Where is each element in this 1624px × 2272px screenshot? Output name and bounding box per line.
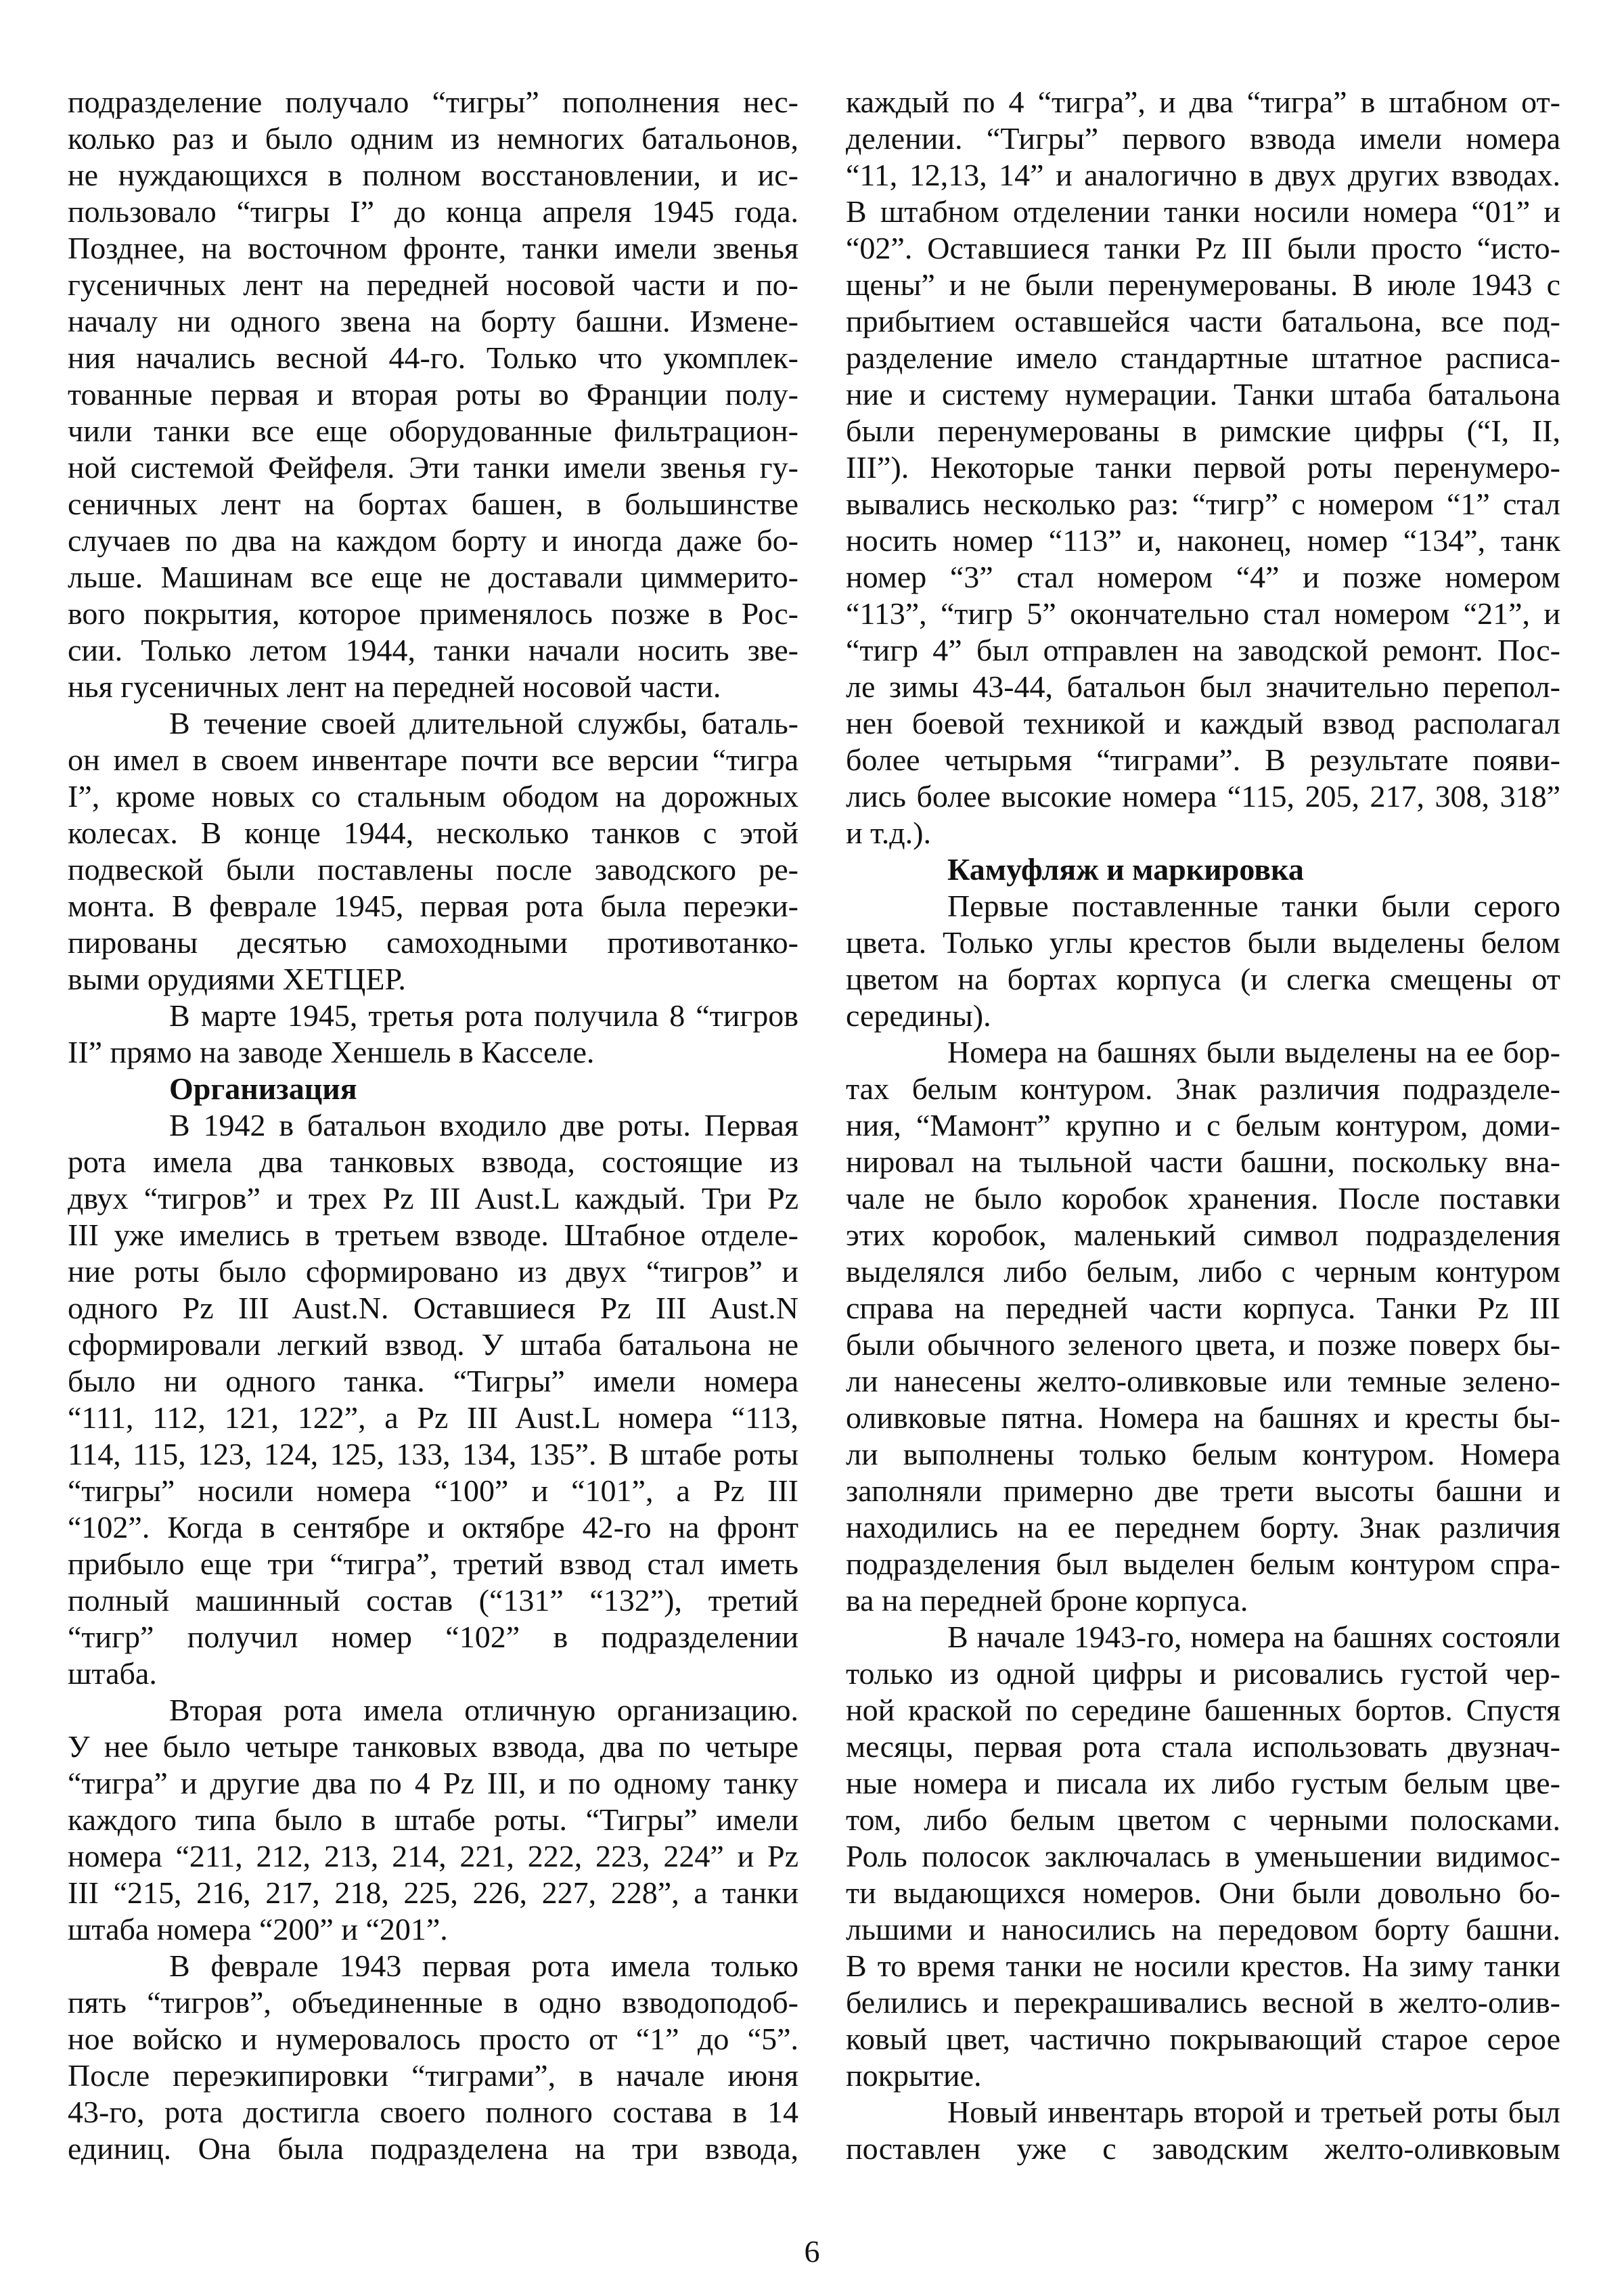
text-line [68,1948,798,1984]
text-line-content: разделение имело стандартные штатное расписа- [846,340,1560,375]
text-line-content: ние роты было сформировано из двух “тигров” и [68,1254,798,1289]
text-line-content: чале не было коробок хранения. После поставки [846,1181,1560,1216]
paragraph [846,888,1560,1034]
text-line-content: льше. Машинам все еще не доставали циммерито- [68,560,798,594]
right-column [846,84,1560,2167]
text-line [68,1619,798,1655]
text-line [846,1290,1560,1327]
text-line [68,1729,798,1765]
text-line [68,1655,798,1692]
paragraph [68,1948,798,2167]
text-line-content: ной системой Фейфеля. Эти танки имели звенья гу- [68,450,798,485]
text-line [68,1363,798,1400]
text-line-content: 43-го, рота достигла своего полного состава в 14 [68,2095,798,2129]
text-line [846,998,1560,1034]
text-line [846,1253,1560,1290]
text-line-content: не нуждающихся в полном восстановлении, и ис- [68,158,798,192]
text-line [846,1875,1560,1911]
text-line [846,1692,1560,1729]
left-column [68,84,798,2167]
text-line [68,596,798,632]
text-line [846,815,1560,851]
text-line [846,888,1560,925]
text-line [846,596,1560,632]
text-line [68,449,798,486]
text-line [846,705,1560,742]
text-line [846,1400,1560,1436]
paragraph [846,1619,1560,2094]
text-line-content: нья гусеничных лент на передней носовой части. [68,669,721,704]
text-line-content: тованные первая и вторая роты во Франции полу- [68,377,798,411]
text-line [846,486,1560,522]
text-line [846,1765,1560,1802]
text-line [846,376,1560,413]
text-line [68,1802,798,1838]
text-line-content: В штабном отделении танки носили номера “01” и [846,194,1560,229]
text-line [68,1436,798,1473]
text-line-content: началу ни одного звена на борту башни. Измене- [68,304,798,338]
text-line [68,632,798,669]
text-line-content: В течение своей длительной службы, баталь- [169,706,798,740]
text-line [846,2131,1560,2167]
text-line-content: “тигр” получил номер “102” в подразделении [68,1620,798,1654]
text-line [68,486,798,522]
text-line-content: вого покрытия, которое применялось позже в Рос- [68,596,798,631]
text-line-content: колько раз и было одним из немногих батальонов, [68,121,798,156]
text-line [68,194,798,230]
text-line-content: гусеничных лент на передней носовой части и по- [68,267,798,302]
text-line [68,669,798,705]
text-line [68,1984,798,2021]
text-line-content: Номера на башнях были выделены на ее бор- [947,1035,1560,1069]
text-line-content: более четырьмя “тиграми”. В результате появи- [846,742,1560,777]
text-line-content: “113”, “тигр 5” окончательно стал номером “21”, и [846,596,1560,631]
text-line-content: ковый цвет, частично покрывающий старое серое [846,2022,1560,2056]
text-line [68,1509,798,1546]
text-line [846,1802,1560,1838]
text-line-content: ва на передней броне корпуса. [846,1583,1248,1618]
text-line-content: чили танки все еще оборудованные фильтрацион- [68,414,798,448]
text-line [846,267,1560,303]
text-line-content: делении. “Тигры” первого взвода имели номера [846,121,1560,156]
text-line-content: пять “тигров”, объединенные в одно взводоподоб- [68,1985,798,2020]
text-line-content: “11, 12,13, 14” и аналогично в двух других взводах. [846,158,1560,192]
text-line-content: ния начались весной 44-го. Только что укомплек- [68,340,798,375]
paragraph [846,2094,1560,2167]
text-line-content: “тигры” носили номера “100” и “101”, а Pz III [68,1473,798,1508]
section-heading [846,851,1560,888]
text-line-content: случаев по два на каждом борту и иногда даже бо- [68,523,798,558]
text-line-content: подразделение получало “тигры” пополнения нес- [68,85,798,119]
text-line [846,1144,1560,1180]
text-line-content: нен боевой техникой и каждый взвод располагал [846,706,1560,740]
paragraph [68,705,798,998]
text-line [846,449,1560,486]
text-line [68,413,798,449]
text-line [68,2021,798,2057]
text-line-content: В начале 1943-го, номера на башнях состояли [947,1620,1560,1654]
text-line-content: белились и перекрашивались весной в желто-олив- [846,1985,1560,2020]
text-line [846,2021,1560,2057]
text-line-content: выми орудиями ХЕТЦЕР. [68,962,406,996]
text-line [68,1217,798,1253]
text-line-content: справа на передней части корпуса. Танки Pz III [846,1291,1560,1325]
text-line [846,1034,1560,1071]
text-line [68,1582,798,1619]
text-line [846,1436,1560,1473]
text-line-content: прибыло еще три “тигра”, третий взвод стал иметь [68,1546,798,1581]
text-line [68,2094,798,2131]
text-line-content: каждый по 4 “тигра”, и два “тигра” в штабном от- [846,85,1560,119]
paragraph [68,1107,798,1692]
text-line [68,1290,798,1327]
text-line-content: Вторая рота имела отличную организацию. [169,1693,798,1727]
section-heading-text: Организация [169,1071,357,1106]
paragraph [846,1034,1560,1619]
text-line [846,1509,1560,1546]
text-line-content: месяцы, первая рота стала использовать двузнач- [846,1729,1560,1764]
text-line-content: ли выполнены только белым контуром. Номера [846,1437,1560,1471]
text-line-content: льшими и наносились на передовом борту башни. [846,1912,1560,1946]
text-line [846,2094,1560,2131]
text-line [846,340,1560,376]
text-line [68,340,798,376]
text-line [846,1655,1560,1692]
section-heading [68,1071,798,1107]
text-line [846,1071,1560,1107]
text-line [846,925,1560,961]
text-line [846,1327,1560,1363]
text-line-content: одного Pz III Aust.N. Оставшиеся Pz III Aust.N [68,1291,798,1325]
text-line-content: III уже имелись в третьем взводе. Штабное отделе- [68,1218,798,1252]
text-line-content: выделялся либо белым, либо с черным контуром [846,1254,1560,1289]
text-line-content: каждого типа было в штабе роты. “Тигры” имели [68,1802,798,1837]
text-line-content: 114, 115, 123, 124, 125, 133, 134, 135”. В штабе роты [68,1437,798,1471]
page-number: 6 [804,2234,820,2269]
text-line-content: и т.д.). [846,816,931,850]
text-line [68,705,798,742]
text-line [68,851,798,888]
text-line [846,632,1560,669]
text-line [846,1107,1560,1144]
text-line [68,1107,798,1144]
text-line-content: У нее было четыре танковых взвода, два по четыре [68,1729,798,1764]
text-line-content: щены” и не были перенумерованы. В июле 1943 с [846,267,1560,302]
text-line-content: пользовало “тигры I” до конца апреля 1945 года. [68,194,798,229]
text-line-content: колесах. В конце 1944, несколько танков с этой [68,816,798,850]
text-line-content: штаба. [68,1656,157,1691]
text-line [68,998,798,1034]
text-line [846,1217,1560,1253]
text-line-content: прибытием оставшейся части батальона, все под- [846,304,1560,338]
text-line-content: ной краской по середине башенных бортов. Спустя [846,1693,1560,1727]
text-line-content: III “215, 216, 217, 218, 225, 226, 227, 228”, а танки [68,1875,798,1910]
text-line [846,1363,1560,1400]
text-line-content: После переэкипировки “тиграми”, в начале июня [68,2058,798,2093]
text-line [68,888,798,925]
text-line [68,1327,798,1363]
text-line [846,961,1560,998]
text-line [68,925,798,961]
text-line [68,1765,798,1802]
text-line-content: поставлен уже с заводским желто-оливковым [846,2131,1560,2166]
text-line-content: было ни одного танка. “Тигры” имели номера [68,1364,798,1398]
text-line-content: были обычного зеленого цвета, и позже поверх бы- [846,1327,1560,1362]
text-line [68,1875,798,1911]
text-line-content: единиц. Она была подразделена на три взвода, [68,2131,798,2166]
paragraph [68,84,798,705]
text-line [846,1911,1560,1948]
text-line-content: подразделения был выделен белым контуром спра- [846,1546,1560,1581]
text-line-content: том, либо белым цветом с черными полосками. [846,1802,1560,1837]
text-line-content: ния, “Мамонт” крупно и с белым контуром, доми- [846,1108,1560,1142]
text-line-content: В то время танки не носили крестов. На зиму танки [846,1948,1560,1983]
text-line-content: “111, 112, 121, 122”, а Pz III Aust.L номера “113, [68,1400,798,1435]
text-line-content: этих коробок, маленький символ подразделения [846,1218,1560,1252]
text-line [846,120,1560,157]
text-line [68,961,798,998]
text-line-content: Позднее, на восточном фронте, танки имели звенья [68,231,798,265]
text-line-content: он имел в своем инвентаре почти все версии “тигра [68,742,798,777]
text-line-content: середины). [846,998,991,1033]
text-line [68,303,798,340]
paragraph [68,998,798,1071]
text-line-content: В феврале 1943 первая рота имела только [169,1948,798,1983]
text-line [68,815,798,851]
text-line [846,1619,1560,1655]
text-line [846,230,1560,267]
text-line [846,742,1560,778]
text-line-content: нировал на тыльной части башни, поскольку вна- [846,1144,1560,1179]
text-line-content: монта. В феврале 1945, первая рота была переэки- [68,889,798,923]
text-line-content: Новый инвентарь второй и третьей роты был [947,2095,1560,2129]
text-line [846,522,1560,559]
text-line-content: В 1942 в батальон входило две роты. Первая [169,1108,798,1142]
text-line-content: только из одной цифры и рисовались густой чер- [846,1656,1560,1691]
text-line-content: покрытие. [846,2058,982,2093]
text-line [846,559,1560,596]
text-line [68,522,798,559]
text-line [846,1473,1560,1509]
text-line [846,669,1560,705]
text-line [68,376,798,413]
text-line-content: штаба номера “200” и “201”. [68,1912,448,1946]
paragraph [68,1692,798,1948]
text-line-content: лись более высокие номера “115, 205, 217, 308, 318” [846,779,1560,814]
text-line-content: номера “211, 212, 213, 214, 221, 222, 223, 224” и Pz [68,1839,798,1873]
text-line-content: ные номера и писала их либо густым белым цве- [846,1766,1560,1800]
text-line-content: III”). Некоторые танки первой роты перенумеро- [846,450,1560,485]
text-line [846,1838,1560,1875]
text-line-content: оливковые пятна. Номера на башнях и кресты бы- [846,1400,1560,1435]
text-line-content: В марте 1945, третья рота получила 8 “тигров [169,998,798,1033]
text-line [846,413,1560,449]
text-line-content: II” прямо на заводе Хеншель в Касселе. [68,1035,595,1069]
text-line [68,778,798,815]
text-line-content: сформировали легкий взвод. У штаба батальона не [68,1327,798,1362]
text-line-content: ное войско и нумеровалось просто от “1” до “5”. [68,2022,798,2056]
text-line [846,84,1560,120]
text-line-content: “тигра” и другие два по 4 Pz III, и по одному танку [68,1766,798,1800]
text-line-content: ти выдающихся номеров. Они были довольно бо- [846,1875,1560,1910]
text-line-content: полный машинный состав (“131” “132”), третий [68,1583,798,1618]
text-line-content: подвеской были поставлены после заводского ре- [68,852,798,887]
text-line-content: цветом на бортах корпуса (и слегка смещены от [846,962,1560,996]
text-line [846,1546,1560,1582]
text-line [68,1253,798,1290]
text-line [68,559,798,596]
text-line [68,84,798,120]
text-line-content: пированы десятью самоходными противотанко- [68,925,798,960]
text-line-content: “02”. Оставшиеся танки Pz III были просто “исто- [846,231,1560,265]
text-line-content: ле зимы 43-44, батальон был значительно перепол- [846,669,1560,704]
text-line [68,157,798,194]
text-line [846,1180,1560,1217]
text-line-content: номер “3” стал номером “4” и позже номером [846,560,1560,594]
text-line [846,1948,1560,1984]
text-line-content: цвета. Только углы крестов были выделены белом [846,925,1560,960]
text-line-content: рота имела два танковых взвода, состоящие из [68,1144,798,1179]
text-line [846,157,1560,194]
text-line [68,742,798,778]
text-line [68,2057,798,2094]
text-line-content: вывались несколько раз: “тигр” с номером “1” стал [846,487,1560,521]
text-line [68,120,798,157]
paragraph [846,84,1560,851]
text-line-content: I”, кроме новых со стальным ободом на дорожных [68,779,798,814]
text-line [846,1984,1560,2021]
text-line-content: сеничных лент на бортах башен, в большинстве [68,487,798,521]
section-heading-text: Камуфляж и маркировка [947,852,1304,887]
text-line [68,1546,798,1582]
text-line [846,1582,1560,1619]
text-line-content: были перенумерованы в римские цифры (“I, II, [846,414,1560,448]
text-line [68,1180,798,1217]
text-line [68,1911,798,1948]
text-line [846,194,1560,230]
text-line-content: носить номер “113” и, наконец, номер “134”, танк [846,523,1560,558]
text-line-content: ние и систему нумерации. Танки штаба батальона [846,377,1560,411]
text-line [68,1473,798,1509]
text-line-content: Роль полосок заключалась в уменьшении видимос- [846,1839,1560,1873]
text-line [68,230,798,267]
text-line [68,1400,798,1436]
text-line-content: “102”. Когда в сентябре и октябре 42-го на фронт [68,1510,798,1544]
text-line [68,1034,798,1071]
text-line-content: тах белым контуром. Знак различия подразделе- [846,1071,1560,1106]
text-line-content: двух “тигров” и трех Pz III Aust.L каждый. Три Pz [68,1181,798,1216]
text-line [68,1692,798,1729]
text-line-content: сии. Только летом 1944, танки начали носить зве- [68,633,798,667]
text-line [68,1144,798,1180]
text-line [846,1729,1560,1765]
text-line-content: ли нанесены желто-оливковые или темные зелено- [846,1364,1560,1398]
text-line-content: заполняли примерно две трети высоты башни и [846,1473,1560,1508]
text-line [846,2057,1560,2094]
text-line-content: Первые поставленные танки были серого [947,889,1560,923]
text-line-content: находились на ее переднем борту. Знак различия [846,1510,1560,1544]
text-line [68,2131,798,2167]
text-line [68,1838,798,1875]
text-line-content: “тигр 4” был отправлен на заводской ремонт. Пос- [846,633,1560,667]
text-line [846,778,1560,815]
text-line [846,303,1560,340]
text-line [68,267,798,303]
